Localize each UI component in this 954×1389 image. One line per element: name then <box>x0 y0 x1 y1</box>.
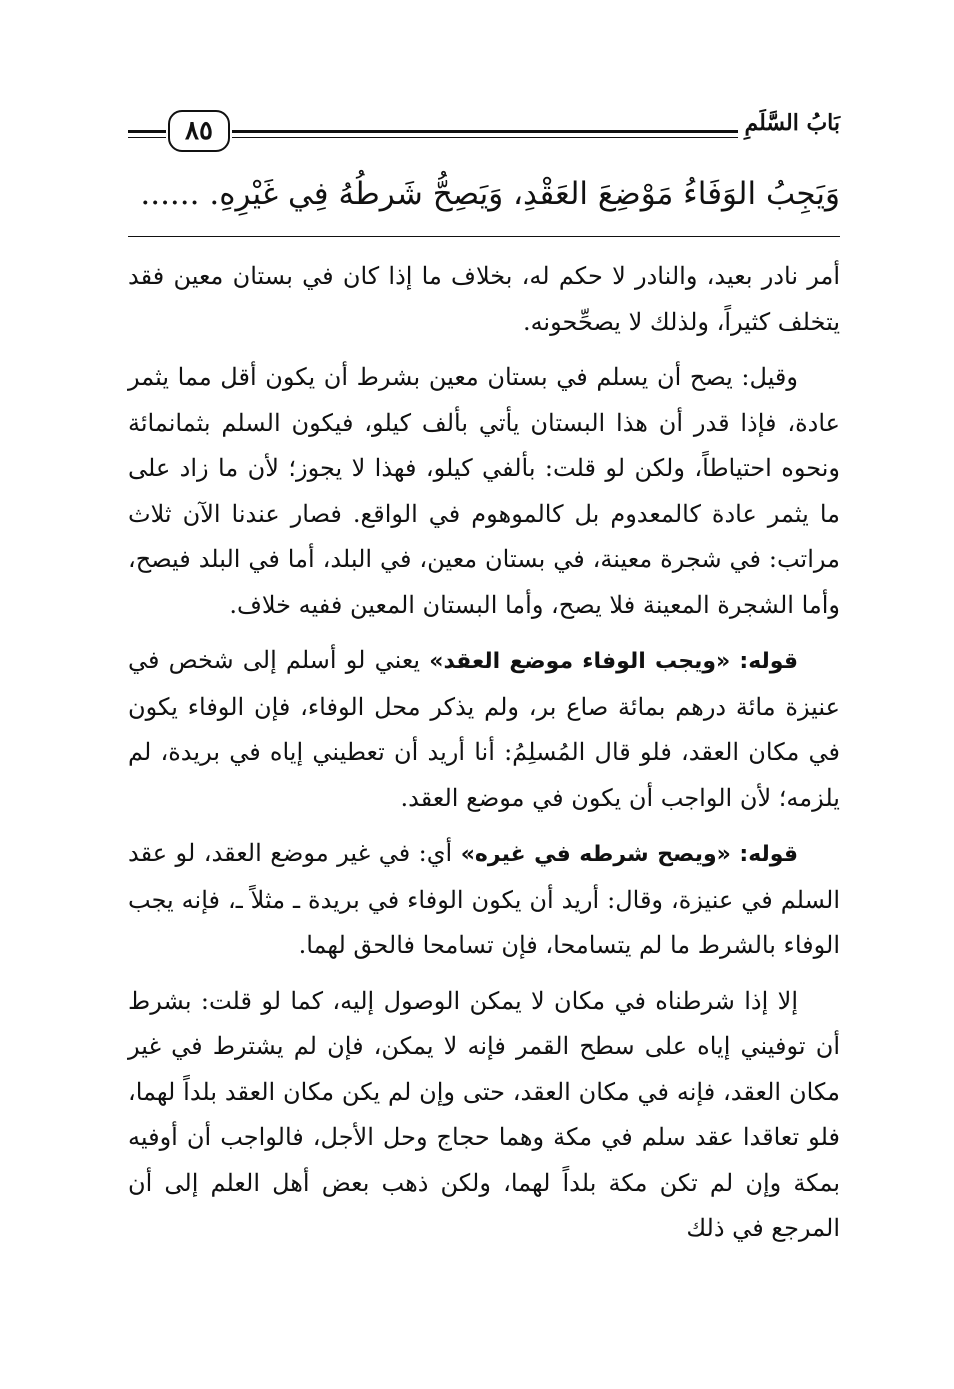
paragraph-5 <box>128 979 840 1252</box>
header-rule-right <box>232 130 738 138</box>
page-number: ٨٥ <box>168 110 230 152</box>
paragraph-4 <box>128 831 840 969</box>
paragraph-3 <box>128 638 840 821</box>
matn-text: وَيَجِبُ الوَفَاءُ مَوْضِعَ العَقْدِ، وَيَصِحُّ شَرطُهُ فِي غَيْرِهِ. ...... <box>140 176 840 212</box>
matn-quote: «ويصح شرطه في غيره» <box>460 842 731 867</box>
paragraph-text: يعني لو أسلم إلى شخص في عنيزة مائة درهم بمائة صاع بر، ولم يذكر محل الوفاء، فإن الوفاء يكون في مكان العقد، فلو قال المُسلِمُ: أنا أريد أن تعطيني إياه في بريدة، لم يلزمه؛ لأن الواجب أن يكون في موضع العقد. <box>128 646 840 812</box>
header-rule-left <box>128 130 166 138</box>
paragraph-2 <box>128 355 840 628</box>
matn-quote: «ويجب الوفاء موضع العقد» <box>429 649 731 674</box>
paragraph-text: وقيل: يصح أن يسلم في بستان معين بشرط أن يكون أقل مما يثمر عادة، فإذا قدر أن هذا البستان يأتي بألف كيلو، فيكون السلم بثمانمائة ونحوه احتياطاً، ولكن لو قلت: بألفي كيلو، فهذا لا يجوز؛ لأن ما زاد على ما يثمر عادة كالمعدوم بل كالموهوم في الواقع. فصار عندنا الآن ثلاث مراتب: في شجرة معينة، في بستان معين، في البلد، أما في البلد فيصح، وأما الشجرة المعينة فلا يصح، وأما البستان المعين ففيه خلاف. <box>128 363 840 619</box>
chapter-title: بَابُ السَّلَمِ <box>744 110 840 136</box>
paragraph-text: أمر نادر بعيد، والنادر لا حكم له، بخلاف ما إذا كان في بستان معين فقد يتخلف كثيراً، ولذلك لا يصحِّحونه. <box>128 262 840 336</box>
paragraph-label: قوله: <box>739 649 799 674</box>
paragraph-text: إلا إذا شرطناه في مكان لا يمكن الوصول إليه، كما لو قلت: بشرط أن توفيني إياه على سطح القمر فإنه لا يمكن، فإن لم يشترط في غير مكان العقد، فإنه في مكان العقد، حتى وإن لم يكن مكان العقد بلداً لهما، فلو تعاقدا عقد سلم في مكة وهما حجاج وحل الأجل، فالواجب أن أوفيه بمكة وإن لم تكن مكة بلداً لهما، ولكن ذهب بعض أهل العلم إلى أن المرجع في ذلك <box>128 986 840 1242</box>
matn-divider <box>128 236 840 237</box>
paragraph-1 <box>128 254 840 345</box>
paragraph-text: أي: في غير موضع العقد، لو عقد السلم في عنيزة، وقال: أريد أن يكون الوفاء في بريدة ـ مثلاً ـ، فإنه يجب الوفاء بالشرط ما لم يتسامحا، فإن تسامحا فالحق لهما. <box>128 839 840 959</box>
commentary-body <box>128 254 840 1262</box>
page-header <box>128 108 840 160</box>
paragraph-label: قوله: <box>739 842 798 867</box>
